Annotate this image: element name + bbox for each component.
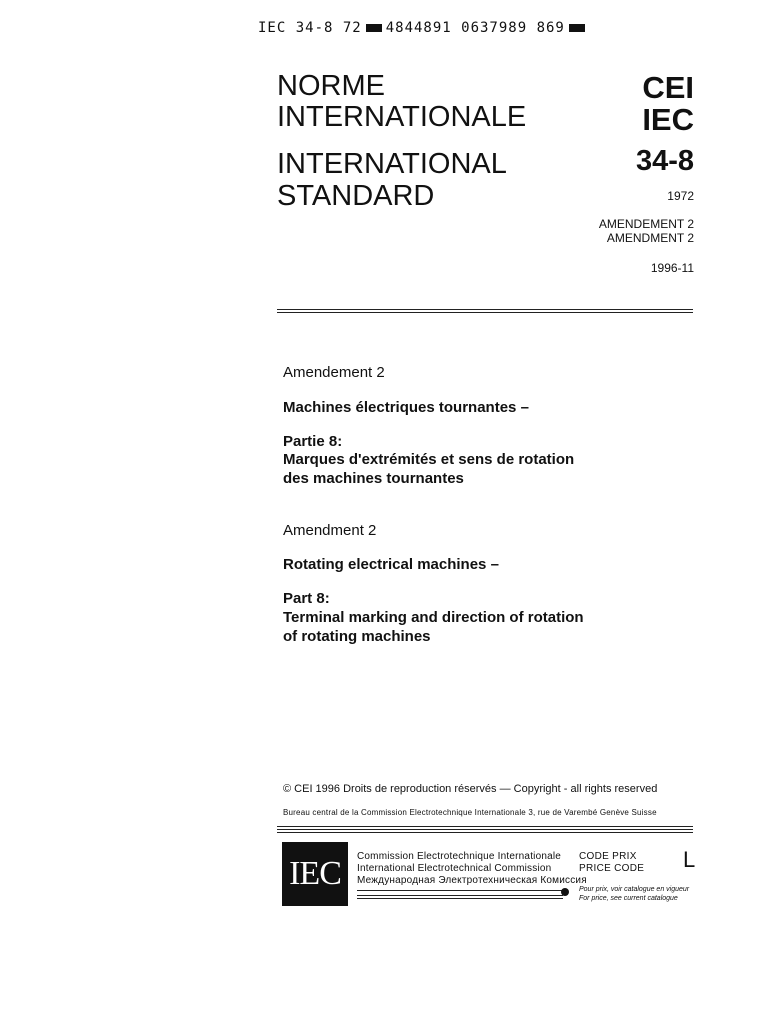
copyright-notice: © CEI 1996 Droits de reproduction réservés — Copyright - all rights reserved xyxy=(283,783,658,795)
commission-rule-bottom xyxy=(357,898,563,899)
amendment-label-en: AMENDMENT 2 xyxy=(606,231,694,245)
iec-logo xyxy=(282,842,348,906)
english-amendment: Amendment 2 xyxy=(283,522,377,539)
price-code-label-en: PRICE CODE xyxy=(579,863,645,874)
commission-name-fr: Commission Electrotechnique Internationale xyxy=(357,851,562,862)
bureau-address: Bureau central de la Commission Electrotechnique Internationale 3, rue de Varembé Genève Suisse xyxy=(283,808,657,817)
amendment-date: 1996-11 xyxy=(650,261,694,275)
french-subtitle-line1: Marques d'extrémités et sens de rotation xyxy=(283,451,575,468)
logo-text: IEC xyxy=(289,855,341,892)
title-international: INTERNATIONAL xyxy=(277,148,507,180)
iec-code: IEC xyxy=(642,102,694,137)
footer-divider-rule xyxy=(277,826,693,830)
english-subtitle-line2: of rotating machines xyxy=(283,628,431,645)
price-code-letter: L xyxy=(683,847,696,872)
price-code-label-fr: CODE PRIX xyxy=(579,851,637,862)
english-part: Part 8: xyxy=(283,590,330,607)
amendment-label-fr: AMENDEMENT 2 xyxy=(598,217,694,231)
cei-code: CEI xyxy=(642,70,694,105)
barcode-block xyxy=(366,24,382,32)
document-reference-code xyxy=(258,20,589,36)
commission-name-ru: Международная Электротехническая Комиссия xyxy=(357,875,587,886)
title-standard: STANDARD xyxy=(277,180,435,212)
footer-divider-rule-thin xyxy=(277,832,693,833)
barcode-block xyxy=(569,24,585,32)
commission-name-en: International Electrotechnical Commission xyxy=(357,863,552,874)
french-subtitle-line2: des machines tournantes xyxy=(283,470,464,487)
standard-number: 34-8 xyxy=(635,145,694,177)
title-norme: NORME xyxy=(277,70,385,102)
english-title: Rotating electrical machines – xyxy=(283,556,499,573)
french-amendment: Amendement 2 xyxy=(283,364,385,381)
price-note-en: For price, see current catalogue xyxy=(579,895,678,902)
price-note-fr: Pour prix, voir catalogue en vigueur xyxy=(579,886,690,893)
edition-year: 1972 xyxy=(667,189,694,203)
title-internationale: INTERNATIONALE xyxy=(277,101,527,133)
reference-code-part2: 4844891 0637989 869 xyxy=(385,20,565,36)
bullet-dot-icon xyxy=(561,888,569,896)
english-subtitle-line1: Terminal marking and direction of rotation xyxy=(283,609,584,626)
divider-rule xyxy=(277,309,693,313)
french-title: Machines électriques tournantes – xyxy=(283,399,529,416)
reference-code-part1: IEC 34-8 72 xyxy=(258,20,362,36)
commission-rule xyxy=(357,890,563,896)
french-part: Partie 8: xyxy=(283,433,343,450)
